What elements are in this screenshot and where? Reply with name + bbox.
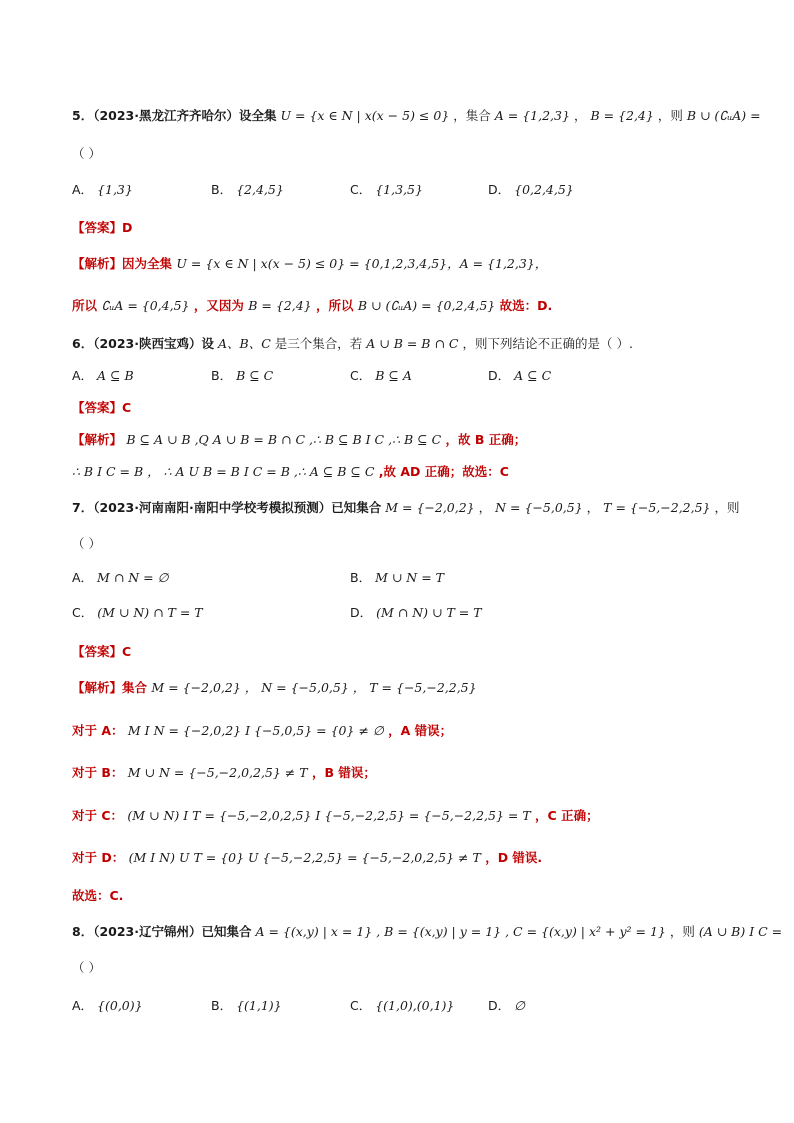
q5-stem: 5．（2023·黑龙江齐齐哈尔）设全集 U = {x ∈ N | x(x − 5) ≤ 0} ，集合 A = {1,2,3} ， B = {2,4} ，则 B ∪ (∁ᵤA) =	[72, 108, 761, 123]
q7-analysis-a: 对于 A： M I N = {−2,0,2} I {−5,0,5} = {0} ≠ ∅ ，A 错误；	[72, 723, 453, 738]
q7-analysis-b: 对于 B： M ∪ N = {−5,−2,0,2,5} ≠ T ，B 错误；	[72, 765, 376, 780]
q6-stem: 6．（2023·陕西宝鸡）设 A、B、C 是三个集合，若 A ∪ B = B ∩ C ，则下列结论不正确的是（ ）.	[72, 336, 633, 351]
q7-paren: （ ）	[72, 536, 101, 551]
q5-paren: （ ）	[72, 146, 101, 161]
q8-option-c: C． {(1,0),(0,1)}	[350, 998, 455, 1013]
q8-option-b: B． {(1,1)}	[211, 998, 282, 1013]
q5-analysis-line2: 所以 ∁ᵤA = {0,4,5} ，又因为 B = {2,4} ，所以 B ∪ (∁ᵤA) = {0,2,4,5} 故选：D.	[72, 298, 553, 313]
q8-option-a: A． {(0,0)}	[72, 998, 143, 1013]
q6-analysis-line2: ∴ B I C = B ， ∴ A U B = B I C = B ,∴ A ⊆ B ⊆ C ,故 AD 正确；故选：C	[72, 464, 509, 479]
q7-analysis-c: 对于 C： (M ∪ N) I T = {−5,−2,0,2,5} I {−5,−2,2,5} = {−5,−2,2,5} = T ，C 正确；	[72, 808, 599, 823]
q6-option-d: D． A ⊆ C	[488, 368, 552, 383]
q7-option-c: C． (M ∪ N) ∩ T = T	[72, 605, 203, 620]
q7-stem: 7．（2023·河南南阳·南阳中学校考模拟预测）已知集合 M = {−2,0,2} ， N = {−5,0,5} ， T = {−5,−2,2,5} ，则	[72, 500, 740, 515]
q5-answer: 【答案】D	[72, 220, 133, 235]
q5-option-c: C． {1,3,5}	[350, 182, 423, 197]
q8-option-d: D． ∅	[488, 998, 526, 1013]
q6-option-c: C． B ⊆ A	[350, 368, 412, 383]
q5-analysis-line1: 【解析】因为全集 U = {x ∈ N | x(x − 5) ≤ 0} = {0,1,2,3,4,5}，A = {1,2,3}，	[72, 256, 548, 271]
q5-option-a: A． {1,3}	[72, 182, 133, 197]
q8-stem: 8．（2023·辽宁锦州）已知集合 A = {(x,y) | x = 1} , B = {(x,y) | y = 1} , C = {(x,y) | x² + y² = 1} ，则 (A ∪ B) I C =	[72, 924, 783, 939]
q7-option-d: D． (M ∩ N) ∪ T = T	[350, 605, 482, 620]
q5-option-b: B． {2,4,5}	[211, 182, 284, 197]
q6-answer: 【答案】C	[72, 400, 132, 415]
q7-analysis-d: 对于 D： (M I N) U T = {0} U {−5,−2,2,5} = {−5,−2,0,2,5} ≠ T ，D 错误.	[72, 850, 543, 865]
q7-conclusion: 故选：C.	[72, 888, 124, 903]
q6-option-b: B． B ⊆ C	[211, 368, 274, 383]
q6-option-a: A． A ⊆ B	[72, 368, 134, 383]
q7-option-a: A． M ∩ N = ∅	[72, 570, 169, 585]
q7-analysis-intro: 【解析】集合 M = {−2,0,2} ， N = {−5,0,5} ， T = {−5,−2,2,5}	[72, 680, 477, 695]
q6-analysis-line1: 【解析】 B ⊆ A ∪ B ,Q A ∪ B = B ∩ C ,∴ B ⊆ B I C ,∴ B ⊆ C ，故 B 正确；	[72, 432, 527, 447]
q7-answer: 【答案】C	[72, 644, 132, 659]
q5-option-d: D． {0,2,4,5}	[488, 182, 574, 197]
q7-option-b: B． M ∪ N = T	[350, 570, 444, 585]
q8-paren: （ ）	[72, 960, 101, 975]
